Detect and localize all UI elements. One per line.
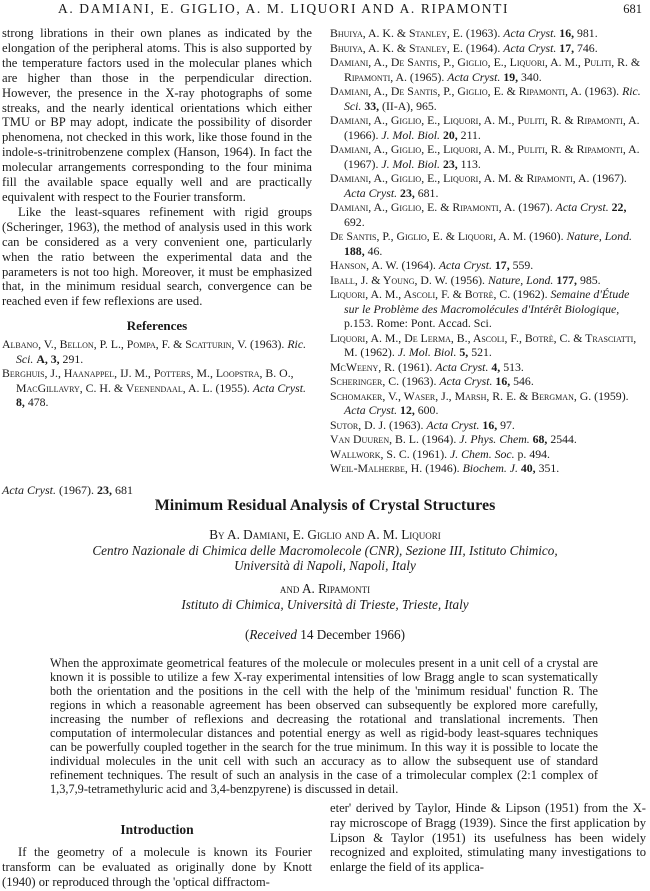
header-page-number: 681 — [623, 2, 642, 16]
reference-volume: 23, — [442, 156, 458, 171]
reference-journal: Acta Cryst. — [344, 185, 398, 200]
reference-journal: J. Mol. Biol. — [381, 156, 441, 171]
reference-pages: 478. — [27, 395, 49, 410]
references-heading: References — [126, 318, 188, 334]
reference-entry — [330, 273, 646, 288]
reference-year: (1961). — [412, 446, 448, 461]
reference-year: (1955). — [215, 380, 250, 395]
reference-authors: Sutor, D. J. — [330, 417, 387, 432]
reference-journal: Acta Cryst. — [503, 40, 557, 55]
reference-pages: 351. — [538, 461, 560, 475]
reference-pages: 600. — [417, 403, 439, 417]
reference-year: (1967). — [518, 200, 553, 214]
journal-volume: 23, — [97, 483, 112, 497]
reference-entry — [330, 287, 646, 331]
reference-volume: 8, — [16, 395, 25, 410]
reference-volume: 22, — [611, 200, 627, 214]
reference-journal: J. Mol. Biol. — [397, 345, 457, 359]
reference-entry — [330, 113, 646, 142]
reference-authors: Damiani, A., Giglio, E. & Ripamonti, A. — [330, 200, 516, 214]
reference-pages: (II-A), 965. — [382, 98, 437, 113]
reference-year: (1963). — [402, 374, 437, 388]
reference-authors: Berghuis, J., Haanappel, IJ. M., Potters, M., Loopstra, B. O., MacGillavry, C. H. & Veenendaal, A. L. — [2, 366, 294, 395]
reference-journal: J. Phys. Chem. — [459, 432, 530, 446]
introduction-paragraph-left: If the geometry of a molecule is known its Fourier transform can be evaluated as originally done by Knott (1940) or reproduced through the 'optical diffractom- — [2, 845, 312, 889]
reference-journal: Acta Cryst. — [555, 200, 609, 214]
reference-pages: 97. — [500, 417, 515, 432]
byline: By A. Damiani, E. Giglio and A. M. Liquori — [209, 527, 441, 542]
reference-list — [2, 337, 312, 410]
reference-entry — [330, 55, 646, 84]
reference-entry — [2, 337, 312, 366]
reference-authors: Albano, V., Bellon, P. L., Pompa, F. & Scatturin, V. — [2, 337, 248, 352]
reference-volume: 40, — [520, 461, 536, 475]
reference-volume: 188, — [344, 243, 365, 258]
reference-entry — [330, 84, 646, 113]
reference-authors: Iball, J. & Young, D. W. — [330, 272, 448, 287]
second-byline: and A. Ripamonti — [279, 581, 371, 596]
reference-authors: Schomaker, V., Waser, J., Marsh, R. E. & Bergman, G. — [330, 388, 592, 403]
reference-volume: 12, — [400, 403, 415, 417]
reference-pages: 985. — [579, 272, 601, 287]
reference-volume: 4, — [491, 359, 501, 374]
reference-pages: p.153. Rome: Pont. Accad. Sci. — [344, 316, 492, 330]
reference-authors: Damiani, A., De Santis, P., Giglio, E., Liquori, A. M., Puliti, R. & Ripamonti, A. — [330, 55, 641, 84]
reference-authors: Liquori, A. M., De Lerma, B., Ascoli, F., Botrè, C. & Trasciatti, M. — [330, 330, 637, 359]
reference-journal: Acta Cryst. — [252, 380, 306, 395]
reference-journal: Acta Cryst. — [426, 417, 480, 432]
journal-citation — [2, 483, 133, 498]
journal-page: 681 — [115, 483, 133, 497]
reference-journal: Biochem. J. — [462, 461, 518, 475]
reference-entry — [330, 26, 646, 41]
affiliation-1-line-2: Università di Napoli, Napoli, Italy — [234, 558, 416, 573]
reference-journal: J. Mol. Biol. — [381, 127, 441, 142]
reference-volume: A, 3, — [36, 351, 60, 366]
reference-year: (1967). — [592, 171, 627, 185]
reference-authors: De Santis, P., Giglio, E. & Liquori, A. M. — [330, 229, 527, 243]
reference-entry — [2, 366, 312, 410]
header-authors: A. DAMIANI, E. GIGLIO, A. M. LIQUORI AND A. RIPAMONTI — [58, 1, 510, 16]
reference-year: (1963). — [465, 26, 501, 40]
reference-pages: 746. — [577, 40, 598, 55]
reference-journal: Ric. Sci. — [344, 84, 641, 113]
reference-pages: 340. — [521, 69, 542, 84]
reference-year: (1946). — [425, 461, 460, 475]
reference-volume: 17, — [494, 258, 510, 272]
affiliation-1-line-1: Centro Nazionale di Chimica delle Macromolecole (CNR), Sezione III, Istituto Chimico, — [92, 543, 558, 558]
reference-entry — [330, 331, 646, 360]
reference-year: (1964). — [421, 432, 457, 446]
reference-volume: 23, — [400, 185, 415, 200]
reference-year: (1963). — [249, 337, 285, 352]
reference-authors: Van Duuren, B. L. — [330, 432, 419, 446]
reference-entry — [330, 418, 646, 433]
reference-volume: 16, — [559, 26, 575, 40]
reference-volume: 16, — [495, 374, 511, 388]
reference-entry — [330, 258, 646, 273]
reference-year: (1956). — [450, 272, 485, 287]
reference-entry — [330, 360, 646, 375]
reference-journal: Acta Cryst. — [447, 69, 501, 84]
reference-year: (1962). — [513, 287, 548, 301]
journal-year: (1967). — [59, 483, 94, 497]
reference-year: (1959). — [594, 388, 629, 403]
reference-authors: Liquori, A. M., Ascoli, F. & Botrè, C. — [330, 287, 511, 301]
reference-pages: 981. — [577, 26, 598, 40]
reference-entry — [330, 447, 646, 462]
received-label: Received — [249, 627, 297, 642]
reference-authors: Damiani, A., Giglio, E., Liquori, A. M., Puliti, R. & Ripamonti, A. — [330, 142, 640, 156]
reference-authors: Scheringer, C. — [330, 374, 400, 388]
reference-entry — [330, 389, 646, 418]
reference-authors: Wallwork, S. C. — [330, 446, 410, 461]
reference-volume: 68, — [532, 432, 548, 446]
received-value: 14 December 1966 — [300, 627, 401, 642]
reference-authors: McWeeny, R. — [330, 359, 396, 374]
reference-volume: 19, — [503, 69, 519, 84]
introduction-paragraph-right: eter' derived by Taylor, Hinde & Lipson (1951) from the X-ray microscope of Bragg (1939). Since the first application by Lipson & Taylor (1951) its usefulness has been widely recognized and exploited, stimulating many investigations to enlarge the field of its applica- — [330, 801, 646, 875]
reference-entry — [330, 461, 646, 476]
reference-volume: 177, — [556, 272, 577, 287]
reference-pages: 513. — [503, 359, 524, 374]
reference-journal: Acta Cryst. — [438, 258, 492, 272]
reference-list — [330, 26, 646, 476]
reference-entry — [330, 229, 646, 258]
discussion-paragraph: Like the least-squares refinement with rigid groups (Scheringer, 1963), the method of analysis used in this work can be considered as a very convenient one, particularly when the ratio between the experimental data and the parameters is not too high. Moreover, it must be emphasized that, in the minimum residual search, convergence can be reached even if few reflexions are used. — [2, 204, 312, 309]
reference-pages: 46. — [367, 243, 383, 258]
reference-year: (1964). — [465, 40, 501, 55]
reference-entry — [330, 142, 646, 171]
reference-pages: 546. — [513, 374, 534, 388]
reference-year: (1960). — [529, 229, 564, 243]
reference-volume: 5, — [459, 345, 469, 359]
reference-pages: 692. — [344, 214, 365, 229]
reference-authors: Bhuiya, A. K. & Stanley, E. — [330, 26, 463, 40]
introduction-heading: Introduction — [120, 822, 194, 837]
reference-journal: Nature, Lond. — [487, 272, 554, 287]
reference-pages: p. 494. — [517, 446, 550, 461]
reference-authors: Damiani, A., Giglio, E., Liquori, A. M. & Ripamonti, A. — [330, 171, 590, 185]
reference-year: (1961). — [397, 359, 433, 374]
reference-entry — [330, 200, 646, 229]
reference-journal: Acta Cryst. — [344, 403, 398, 417]
reference-journal: Acta Cryst. — [439, 374, 493, 388]
reference-year: (1963). — [584, 84, 620, 98]
reference-entry — [330, 171, 646, 200]
reference-authors: Bhuiya, A. K. & Stanley, E. — [330, 40, 463, 55]
received-date: (Received 14 December 1966) — [244, 627, 406, 642]
reference-entry — [330, 374, 646, 389]
reference-pages: 211. — [460, 127, 481, 142]
reference-pages: 521. — [471, 345, 492, 359]
reference-year: (1962). — [360, 345, 395, 359]
reference-year: (1967). — [344, 156, 379, 171]
reference-year: (1965). — [409, 69, 445, 84]
reference-volume: 16, — [482, 417, 498, 432]
reference-pages: 113. — [460, 156, 481, 171]
running-header — [0, 0, 650, 22]
reference-pages: 681. — [417, 185, 439, 200]
reference-authors: Weil-Malherbe, H. — [330, 461, 423, 475]
reference-pages: 559. — [512, 258, 534, 272]
reference-year: (1964). — [401, 258, 436, 272]
reference-journal: Semaine d'Étude sur le Problème des Macromolécules d'Intérêt Biologique, — [344, 287, 630, 316]
reference-authors: Damiani, A., De Santis, P., Giglio, E. & Ripamonti, A. — [330, 84, 582, 98]
reference-journal: Ric. Sci. — [16, 337, 307, 366]
reference-journal: Acta Cryst. — [503, 26, 557, 40]
previous-article-right-column — [330, 26, 646, 476]
previous-article-left-column — [2, 26, 312, 410]
journal-name: Acta Cryst. — [2, 483, 56, 497]
discussion-paragraph: strong librations in their own planes as indicated by the elongation of the peripheral atoms. This is also supported by the temperature factors used in the molecular planes which are higher than those in the perpendicular direction. However, the presence in the X-ray photographs of some streaks, and the nearly identical orientations which either TMU or BP may adopt, indicate the possibility of disorder phenomena, not checked in this work, like those found in the indole-s-trinitrobenzene complex (Hanson, 1964). In fact the molecular arrangements corresponding to the four minima fill the available space equally well and are practically equivalent with respect to the Fourier transform. — [2, 26, 312, 204]
reference-year: (1966). — [344, 127, 379, 142]
reference-volume: 33, — [364, 98, 380, 113]
abstract: When the approximate geometrical features of the molecule or molecules present in a unit cell of a crystal are known it is possible to utilize a few X-ray experimental intensities of low Bragg angle to scan systematically both the orientation and the positions in the cell with the help of the 'minimum residual' function R. The regions in which a reasonable agreement has been observed can subsequently be explored more carefully, increasing the number of reflexions and decreasing the rotational and translational increments. Then computation of intermolecular distances and potential energy as well as rigid-body least-squares techniques can be powerfully coupled together in the search for the true minimum. In this way it is possible to locate the individual molecules in the unit cell with such an accuracy as to allow the subsequent use of standard refinement techniques. The result of such an analysis in the case of a trimolecular complex (2:1 complex of 1,3,7,9-tetramethyluric acid and 3,4-benzpyrene) is discussed in detail. — [50, 656, 598, 797]
reference-entry — [330, 41, 646, 56]
reference-entry — [330, 432, 646, 447]
reference-journal: J. Chem. Soc. — [450, 446, 515, 461]
article-title: Minimum Residual Analysis of Crystal Structures — [154, 497, 496, 514]
reference-journal: Nature, Lond. — [566, 229, 632, 243]
reference-pages: 291. — [62, 351, 84, 366]
reference-authors: Hanson, A. W. — [330, 258, 399, 272]
reference-year: (1963). — [389, 417, 424, 432]
reference-volume: 20, — [442, 127, 458, 142]
reference-volume: 17, — [559, 40, 575, 55]
reference-pages: 2544. — [550, 432, 577, 446]
affiliation-2: Istituto di Chimica, Università di Trieste, Trieste, Italy — [181, 597, 469, 612]
reference-journal: Acta Cryst. — [435, 359, 489, 374]
reference-authors: Damiani, A., Giglio, E., Liquori, A. M., Puliti, R. & Ripamonti, A. — [330, 113, 640, 127]
